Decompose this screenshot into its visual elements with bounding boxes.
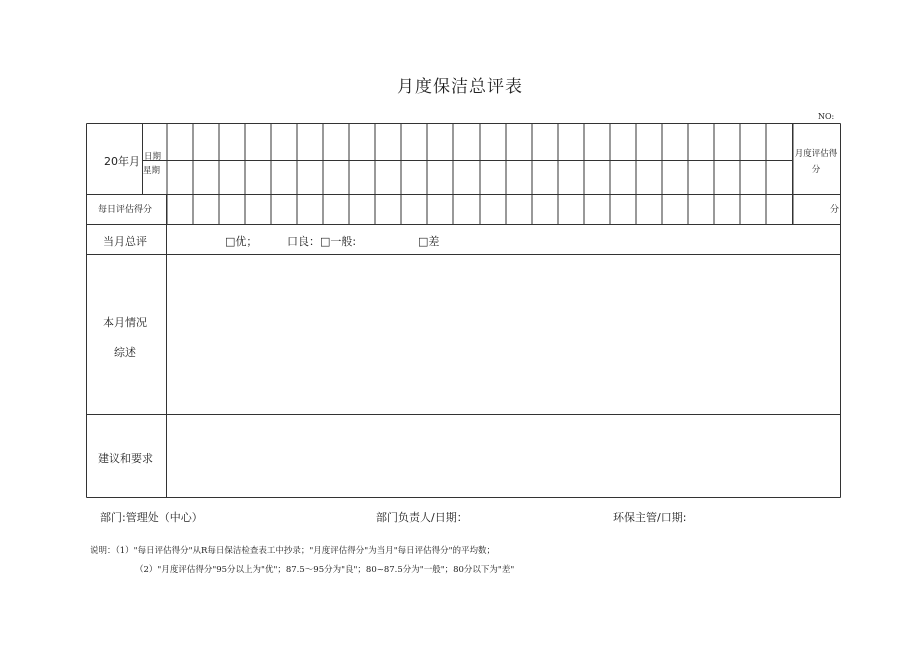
footer-dept-head-date: 部门负责人/日期： [376, 511, 468, 524]
suggestions-content-area[interactable] [167, 417, 839, 496]
weekday-label: 星期 [143, 166, 161, 176]
summary-label-line1: 本月情况 [103, 316, 147, 329]
footer-env-supervisor-date: 环保主管/口期: [613, 511, 687, 524]
date-label: 日期 [144, 152, 162, 162]
option-poor[interactable]: □差 [418, 235, 440, 248]
summary-label-line2: 综述 [114, 346, 136, 359]
footer-department: 部门:管理处（中心） [100, 511, 203, 524]
year-month-label: 20年月 [104, 155, 140, 168]
suggestions-label: 建议和要求 [98, 452, 153, 465]
monthly-eval-label: 当月总评 [103, 235, 147, 248]
page-title: 月度保洁总评表 [397, 77, 523, 97]
note-line-2: （2）"月度评估得分"95分以上为"优"；87.5～95分为"良"；80~87.5分为"一般"；80分以下为"差" [135, 565, 515, 575]
daily-score-label: 每日评估得分 [98, 205, 153, 215]
note-line-1: 说明：（1）"每日评估得分"从R每日保洁检查表工中抄录；"月度评估得分"为当月"每日评估得分"的平均数； [90, 546, 496, 556]
monthly-score-label [791, 147, 841, 175]
summary-content-area[interactable] [167, 257, 839, 413]
monthly-score-label-line2: 分 [811, 165, 821, 175]
daily-score-unit: 分 [830, 205, 840, 215]
option-good-average[interactable]: 口良：□一般: [287, 235, 357, 248]
monthly-score-label-line1: 月度评估得 [794, 149, 838, 159]
serial-number-label: NO: [818, 112, 835, 121]
option-excellent[interactable]: □优； [225, 235, 258, 248]
